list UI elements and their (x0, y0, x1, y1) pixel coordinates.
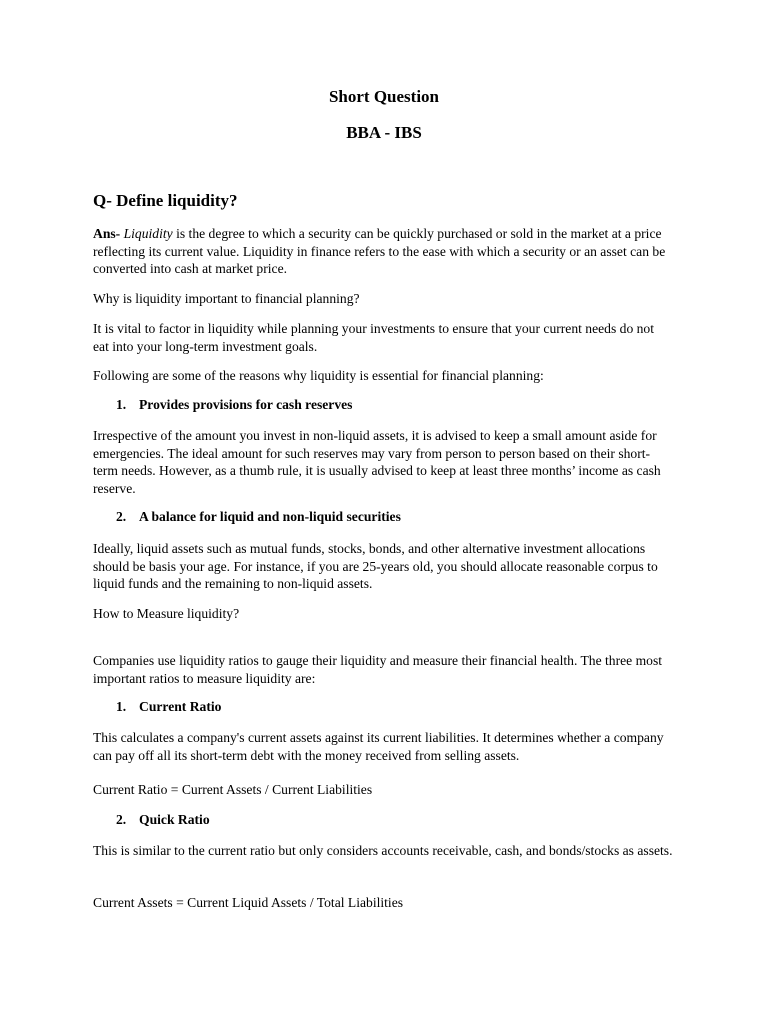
answer-paragraph (93, 225, 673, 278)
ratio-item-2 (116, 812, 210, 828)
reason-paragraph-2: Ideally, liquid assets such as mutual funds, stocks, bonds, and other alternative investment allocations should be basis your age. For instance, if you are 25-years old, you should allocate reasonable corpus to liquid funds and the remaining to non-liquid assets. (93, 541, 658, 592)
ratio-title: Quick Ratio (139, 812, 210, 827)
reason-item-2 (116, 509, 401, 525)
reason-title: Provides provisions for cash reserves (139, 397, 353, 412)
document-subtitle: BBA - IBS (346, 123, 422, 142)
answer-term: Liquidity (123, 226, 173, 241)
ratio-formula-2: Current Assets = Current Liquid Assets / Total Liabilities (93, 895, 404, 910)
ratio-number: 1. (116, 699, 127, 714)
answer-text: is the degree to which a security can be quickly purchased or sold in the market at a price reflecting its current value. Liquidity in finance refers to the ease with which a security or an asset can be converted into cash at market price. (93, 226, 666, 277)
why-question: Why is liquidity important to financial planning? (93, 291, 360, 306)
ratio-paragraph-1: This calculates a company's current assets against its current liabilities. It determines whether a company can pay off all its short-term debt with the money received from selling assets. (93, 730, 664, 763)
vital-paragraph: It is vital to factor in liquidity while planning your investments to ensure that your current needs do not eat into your long-term investment goals. (93, 321, 655, 354)
ratio-title: Current Ratio (139, 699, 222, 714)
reason-number: 1. (116, 397, 127, 412)
reason-paragraph-1: Irrespective of the amount you invest in non-liquid assets, it is advised to keep a small amount aside for emergencies. The ideal amount for such reserves may vary from person to person based on their short-term needs. However, as a thumb rule, it is usually advised to keep at least three months’ income as cash reserve. (93, 428, 661, 496)
document-title: Short Question (328, 87, 440, 106)
reason-number: 2. (116, 509, 127, 524)
ratio-formula-1: Current Ratio = Current Assets / Current Liabilities (93, 782, 373, 797)
question-heading: Q- Define liquidity? (93, 191, 238, 210)
following-paragraph: Following are some of the reasons why liquidity is essential for financial planning: (93, 368, 544, 383)
reason-title: A balance for liquid and non-liquid securities (139, 509, 401, 524)
ratio-item-1 (116, 699, 221, 715)
reason-item-1 (116, 397, 352, 413)
companies-paragraph: Companies use liquidity ratios to gauge their liquidity and measure their financial health. The three most important ratios to measure liquidity are: (93, 653, 663, 686)
answer-prefix: Ans- (93, 226, 124, 241)
ratio-number: 2. (116, 812, 127, 827)
ratio-paragraph-2: This is similar to the current ratio but only considers accounts receivable, cash, and bonds/stocks as assets. (93, 843, 673, 858)
measure-question: How to Measure liquidity? (93, 606, 240, 621)
